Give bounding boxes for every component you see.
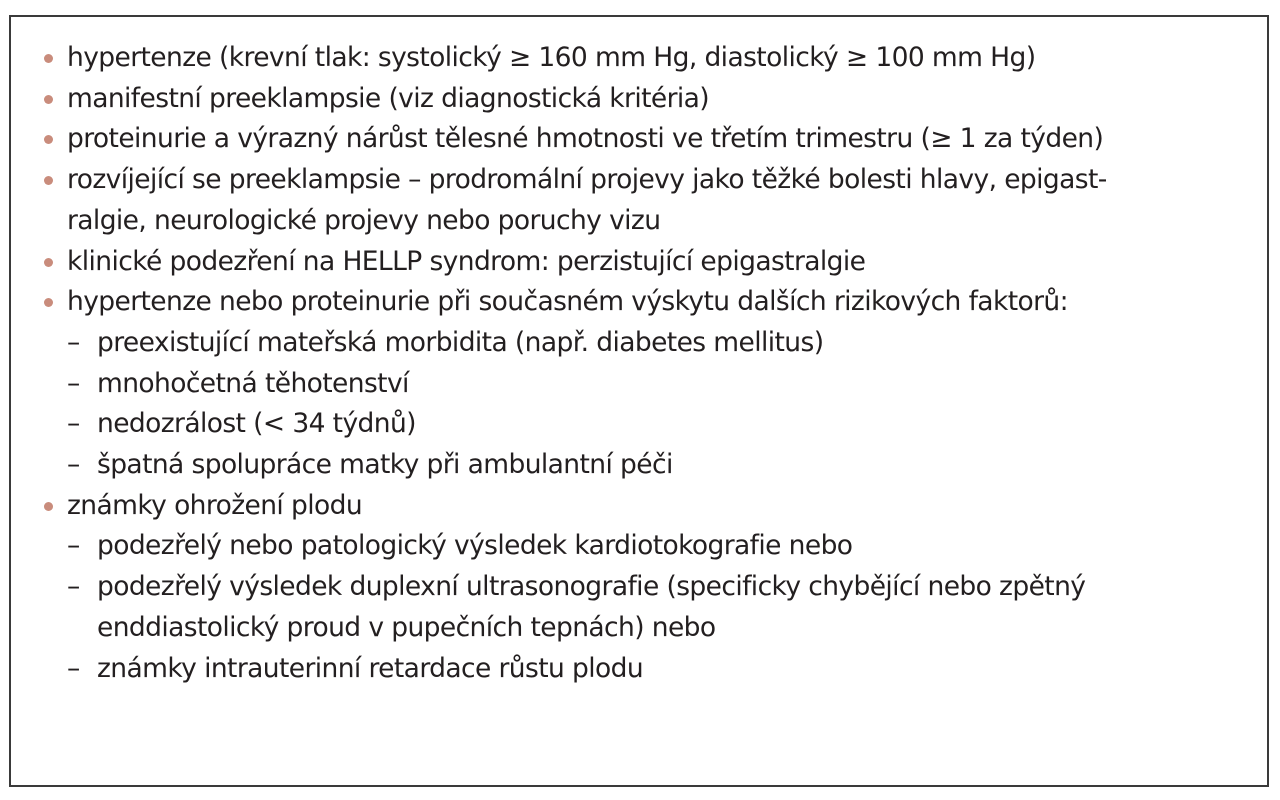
list-item xyxy=(39,242,1259,283)
bullet-icon xyxy=(44,135,53,144)
list-item-text: známky ohrožení plodu xyxy=(67,489,363,521)
list-item-text: manifestní preeklampsie (viz diagnostická kritéria) xyxy=(67,82,710,114)
dash-marker: – xyxy=(67,326,80,358)
dash-marker: – xyxy=(67,571,80,603)
bullet-icon xyxy=(44,258,53,267)
list-item-text: hypertenze (krevní tlak: systolický ≥ 160 mm Hg, diastolický ≥ 100 mm Hg) xyxy=(67,42,1036,73)
sub-list-item-text: nedozrálost (< 34 týdnů) xyxy=(97,408,416,440)
sub-list-item xyxy=(67,445,1259,486)
sub-list-item-text: podezřelý nebo patologický výsledek kardiotokografie nebo xyxy=(97,530,853,562)
dash-marker: – xyxy=(67,408,80,440)
sub-list-item-text: mnohočetná těhotenství xyxy=(97,367,409,399)
list-item xyxy=(39,160,1259,241)
sub-list-item xyxy=(67,364,1259,405)
list-item xyxy=(39,282,1259,486)
bullet-icon xyxy=(44,176,53,185)
dash-marker: – xyxy=(67,530,80,562)
list-item-text: klinické podezření na HELLP syndrom: perzistující epigastralgie xyxy=(67,245,866,277)
list-item-text: rozvíjející se preeklampsie – prodromální projevy jako těžké bolesti hlavy, epigast- xyxy=(67,164,1107,196)
bullet-icon xyxy=(44,54,53,63)
list-item xyxy=(39,79,1259,120)
sub-list-item-text: podezřelý výsledek duplexní ultrasonografie (specificky chybějící nebo zpětný xyxy=(97,571,1086,603)
dash-marker: – xyxy=(67,367,80,399)
bullet-icon xyxy=(44,298,53,307)
sub-list-item xyxy=(67,567,1259,648)
sub-list-item-text: preexistující mateřská morbidita (např. diabetes mellitus) xyxy=(97,326,824,358)
sub-list-item xyxy=(67,526,1259,567)
sub-list-item-text: enddiastolický proud v pupečních tepnách) nebo xyxy=(97,611,716,643)
sub-list-item xyxy=(67,404,1259,445)
sub-list-item xyxy=(67,649,1259,690)
list-item-text: ralgie, neurologické projevy nebo poruchy vizu xyxy=(67,204,661,236)
sub-list xyxy=(67,323,1259,486)
sub-list-item-text: známky intrauterinní retardace růstu plodu xyxy=(97,652,644,684)
list-item-text: proteinurie a výrazný nárůst tělesné hmotnosti ve třetím trimestru (≥ 1 za týden) xyxy=(67,123,1104,155)
sub-list-item xyxy=(67,323,1259,364)
criteria-list xyxy=(39,38,1259,689)
sub-list-item-text: špatná spolupráce matky při ambulantní péči xyxy=(97,449,673,481)
list-item xyxy=(39,486,1259,690)
dash-marker: – xyxy=(67,652,80,684)
list-item-text: hypertenze nebo proteinurie při současném výskytu dalších rizikových faktorů: xyxy=(67,286,1068,318)
criteria-box xyxy=(9,15,1269,787)
list-item xyxy=(39,38,1259,79)
list-item xyxy=(39,119,1259,160)
sub-list xyxy=(67,526,1259,689)
dash-marker: – xyxy=(67,449,80,481)
bullet-icon xyxy=(44,502,53,511)
bullet-icon xyxy=(44,95,53,104)
